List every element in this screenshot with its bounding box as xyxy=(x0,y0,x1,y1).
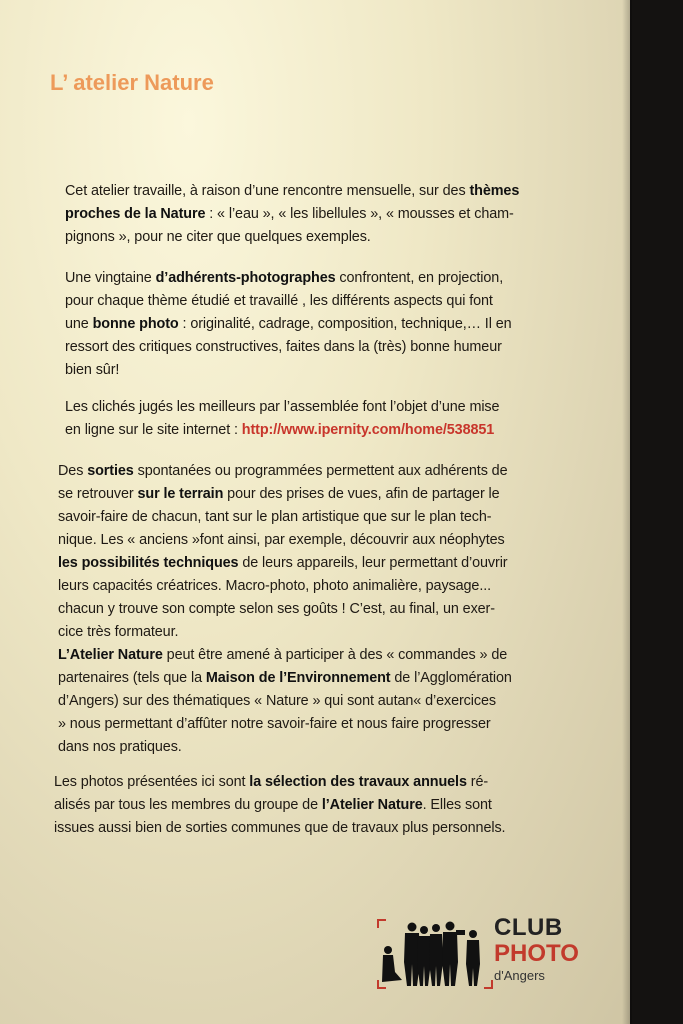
bold-text: L’Atelier Nature xyxy=(58,647,163,663)
text-line: Les clichés jugés les meilleurs par l’assemblée font l’objet d’une mise xyxy=(65,399,500,415)
text-line xyxy=(65,203,519,226)
text-segment: ré- xyxy=(466,774,489,790)
text-line: dans nos pratiques. xyxy=(58,739,182,755)
text-line xyxy=(65,267,512,290)
logo-club-text: CLUB xyxy=(494,914,563,941)
text-segment: en ligne sur le site internet : xyxy=(65,422,242,438)
bold-text: d’adhérents-photographes xyxy=(155,270,336,286)
bold-text: proches de la Nature xyxy=(65,206,206,222)
text-segment: Une vingtaine xyxy=(65,270,156,286)
bold-text: sorties xyxy=(87,463,134,479)
text-segment: pour des prises de vues, afin de partager le xyxy=(223,486,500,502)
bold-text: l’Atelier Nature xyxy=(321,797,423,813)
text-line xyxy=(65,419,499,442)
text-line: chacun y trouve son compte selon ses goûts ! C’est, au final, un exer- xyxy=(58,601,495,617)
text-line xyxy=(58,460,512,483)
text-line xyxy=(58,667,512,690)
text-segment: Des xyxy=(58,463,88,479)
text-line xyxy=(65,180,519,203)
text-segment: alisés par tous les membres du groupe de xyxy=(54,797,322,813)
bold-text: la sélection des travaux annuels xyxy=(249,774,467,790)
text-line: leurs capacités créatrices. Macro-photo, photo animalière, paysage... xyxy=(58,578,492,594)
text-line: bien sûr! xyxy=(65,362,120,378)
bold-text: sur le terrain xyxy=(137,486,224,502)
text-segment: : originalité, cadrage, composition, technique,… Il en xyxy=(178,316,512,332)
text-segment: se retrouver xyxy=(58,486,138,502)
paragraph-selection xyxy=(54,771,505,840)
paragraph-intro xyxy=(65,180,519,249)
text-line xyxy=(58,483,512,506)
text-segment: spontanées ou programmées permettent aux adhérents de xyxy=(133,463,508,479)
logo-city-text: d'Angers xyxy=(494,968,545,983)
text-segment: de leurs appareils, leur permettant d’ouvrir xyxy=(238,555,508,571)
text-line: pignons », pour ne citer que quelques exemples. xyxy=(65,229,371,245)
bold-text: thèmes xyxy=(469,183,520,199)
bold-text: bonne photo xyxy=(92,316,179,332)
paragraph-online xyxy=(65,396,499,442)
page-title: L’ atelier Nature xyxy=(50,70,214,95)
text-line xyxy=(65,313,512,336)
photographers-silhouette-icon xyxy=(376,914,494,994)
bold-text: Maison de l’Environnement xyxy=(205,670,391,686)
club-photo-logo xyxy=(376,914,596,994)
text-segment: partenaires (tels que la xyxy=(58,670,206,686)
text-segment: une xyxy=(65,316,93,332)
text-line: pour chaque thème étudié et travaillé , les différents aspects qui font xyxy=(65,293,493,309)
text-line: issues aussi bien de sorties communes que de travaux plus personnels. xyxy=(54,820,506,836)
bold-text: les possibilités techniques xyxy=(58,555,239,571)
text-segment: peut être amené à participer à des « commandes » de xyxy=(162,647,508,663)
text-line: d’Angers) sur des thématiques « Nature » qui sont autan« d’exercices xyxy=(58,693,496,709)
paragraph-outings xyxy=(58,460,512,759)
text-segment: . Elles sont xyxy=(422,797,492,813)
text-line: » nous permettant d’affûter notre savoir-faire et nous faire progresser xyxy=(58,716,491,732)
text-segment: de l’Agglomération xyxy=(390,670,512,686)
text-segment: confrontent, en projection, xyxy=(335,270,504,286)
text-line: ressort des critiques constructives, faites dans la (très) bonne humeur xyxy=(65,339,502,355)
paragraph-members xyxy=(65,267,512,382)
logo-photo-text: PHOTO xyxy=(494,940,579,967)
text-segment: Cet atelier travaille, à raison d’une rencontre mensuelle, sur des xyxy=(65,183,470,199)
text-line xyxy=(58,644,512,667)
website-link[interactable]: http://www.ipernity.com/home/538851 xyxy=(241,422,495,438)
text-line: savoir-faire de chacun, tant sur le plan artistique que sur le plan tech- xyxy=(58,509,492,525)
text-line: nique. Les « anciens »font ainsi, par exemple, découvrir aux néophytes xyxy=(58,532,505,548)
text-line xyxy=(58,552,512,575)
logo-wordmark xyxy=(494,916,579,982)
panel-edge-shadow xyxy=(622,0,632,1024)
text-line: cice très formateur. xyxy=(58,624,179,640)
text-segment: Les photos présentées ici sont xyxy=(54,774,250,790)
text-line xyxy=(54,794,505,817)
text-line xyxy=(54,771,505,794)
text-segment: : « l’eau », « les libellules », « mousses et cham- xyxy=(205,206,514,222)
